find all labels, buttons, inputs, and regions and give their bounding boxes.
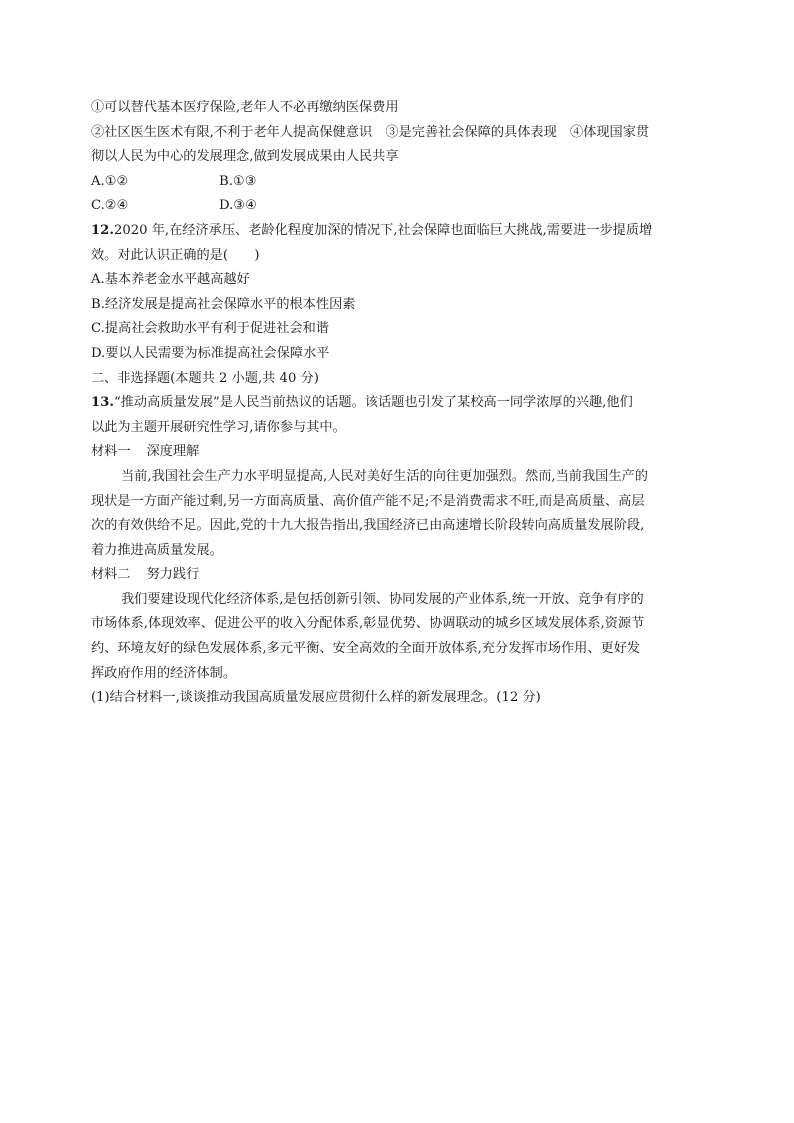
q13-stem-line-2: 以此为主题开展研究性学习,请你参与其中。 bbox=[91, 419, 346, 435]
q13-number: 13. bbox=[91, 395, 114, 411]
material-1-title: 深度理解 bbox=[146, 444, 200, 460]
material-1-line-1: 当前,我国社会生产力水平明显提高,人民对美好生活的向往更加强烈。然而,当前我国生产的 bbox=[121, 468, 648, 484]
q12-stem-line-2: 效。对此认识正确的是( ) bbox=[91, 247, 260, 263]
material-1-heading bbox=[91, 440, 703, 465]
q12-option-b: B.经济发展是提高社会保障水平的根本性因素 bbox=[91, 296, 356, 312]
q13-stem-text-1: “推动高质量发展”是人民当前热议的话题。该话题也引发了某校高一同学浓厚的兴趣,他们 bbox=[113, 395, 633, 411]
q12-option-a: A.基本养老金水平越高越好 bbox=[91, 272, 250, 288]
q11-option-b: B.①③ bbox=[219, 173, 257, 189]
material-2-line-2: 市场体系,体现效率、促进公平的收入分配体系,彰显优势、协调联动的城乡区域发展体系,资源节 bbox=[91, 616, 645, 632]
q12-stem-line-1 bbox=[91, 219, 703, 244]
q11-options-row-2 bbox=[91, 194, 703, 219]
material-2-paragraph bbox=[91, 588, 703, 686]
q11-statement-4-cont: 彻以人民为中心的发展理念,做到发展成果由人民共享 bbox=[91, 149, 399, 165]
q12-stem-text-1: 2020 年,在经济承压、老龄化程度加深的情况下,社会保障也面临巨大挑战,需要进一步提质增 bbox=[113, 222, 653, 238]
material-1-line-2: 现状是一方面产能过剩,另一方面高质量、高价值产能不足;不是消费需求不旺,而是高质量、高层 bbox=[91, 493, 645, 509]
material-2-line-1: 我们要建设现代化经济体系,是包括创新引领、协同发展的产业体系,统一开放、竞争有序的 bbox=[121, 591, 644, 607]
material-1-line-4: 着力推进高质量发展。 bbox=[91, 542, 223, 558]
q13-subquestion-1: (1)结合材料一,谈谈推动我国高质量发展应贯彻什么样的新发展理念。(12 分) bbox=[91, 690, 541, 706]
material-1-line-3: 次的有效供给不足。因此,党的十九大报告指出,我国经济已由高速增长阶段转向高质量发展阶段, bbox=[91, 518, 645, 534]
material-1-label: 材料一 bbox=[91, 444, 131, 460]
q12-option-d: D.要以人民需要为标准提高社会保障水平 bbox=[91, 345, 330, 361]
material-2-label: 材料二 bbox=[91, 567, 131, 583]
q11-option-d: D.③④ bbox=[219, 198, 257, 214]
section-2-title: 二、非选择题(本题共 2 小题,共 40 分) bbox=[91, 370, 319, 386]
q11-option-a: A.①② bbox=[91, 173, 129, 189]
q12-number: 12. bbox=[91, 222, 114, 238]
page-content bbox=[91, 96, 703, 711]
material-2-line-3: 约、环境友好的绿色发展体系,多元平衡、安全高效的全面开放体系,充分发挥市场作用、更好发 bbox=[91, 641, 641, 657]
material-2-line-4: 挥政府作用的经济体制。 bbox=[91, 665, 237, 681]
q11-statement-2-4: ②社区医生医术有限,不利于老年人提高保健意识 ③是完善社会保障的具体表现 ④体现国家贯 bbox=[91, 124, 650, 140]
q11-statement-1: ①可以替代基本医疗保险,老年人不必再缴纳医保费用 bbox=[91, 100, 399, 115]
material-2-heading bbox=[91, 563, 703, 588]
q11-options-row-1 bbox=[91, 170, 703, 195]
q11-option-c: C.②④ bbox=[91, 198, 129, 214]
q12-option-c: C.提高社会救助水平有利于促进社会和谐 bbox=[91, 321, 329, 337]
material-1-paragraph bbox=[91, 465, 703, 563]
material-2-title: 努力践行 bbox=[146, 567, 200, 583]
q13-stem-line-1 bbox=[91, 391, 703, 416]
